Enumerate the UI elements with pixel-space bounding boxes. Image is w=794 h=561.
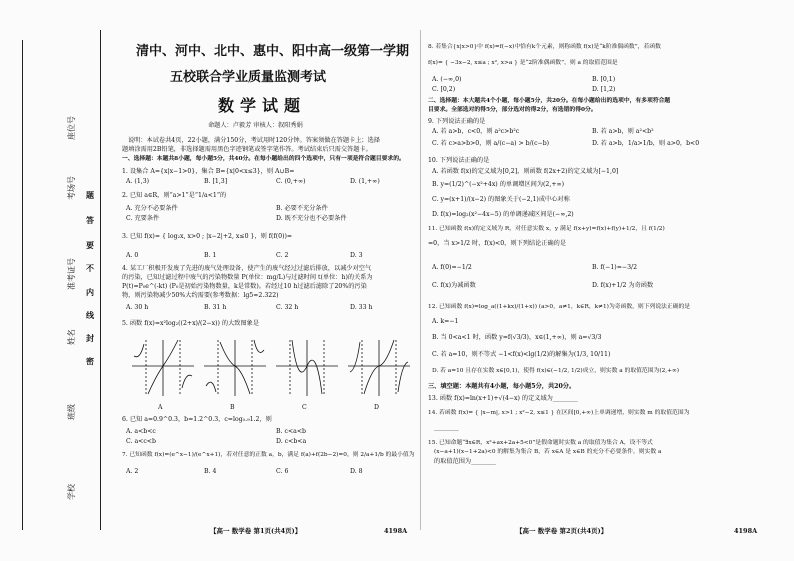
seal-char: 内 — [86, 287, 94, 297]
page-1 — [118, 0, 418, 561]
question-7: 7. 已知函数 f(x)=(e^x−1)/(e^x+1)，若对任意的正数 a，b，满足 f(a)+f(2b−2)=0，则 2/a+1/b 的最小值为 — [122, 452, 415, 458]
option: A. k=−1 — [432, 318, 459, 325]
option: B. y=(1/2)^(−x²+4x) 的单调增区间为(2,+∞) — [432, 181, 565, 188]
page-code: 4198A — [734, 527, 758, 535]
section-heading: 一、选择题：本题共8小题，每小题5分，共40分。在每小题给出的四个选项中，只有一项是符合题目要求的。 — [122, 156, 405, 162]
question-11-line: 11. 已知函数 f(x)的定义域为 R，对任意实数 x，y 满足 f(x+y)=f(x)+f(y)+1/2，且 f(1/2) — [428, 226, 665, 232]
option: D. 既不充分也不必要条件 — [276, 215, 347, 222]
page-2 — [424, 0, 786, 561]
option: D. f(x)+1/2 为奇函数 — [592, 282, 654, 289]
option: D. (1,+∞) — [350, 178, 380, 185]
option: D. 3 — [350, 252, 363, 259]
option: D. f(x)=log₂(x²−4x−5) 的单调递减区间是(−∞,2) — [432, 211, 574, 218]
option: C. f(x)为减函数 — [432, 282, 476, 289]
seal-char: 封 — [86, 333, 94, 343]
option: B. c<a<b — [276, 428, 306, 435]
option: B. 必要不充分条件 — [276, 205, 328, 212]
option: A. (−∞,0) — [432, 76, 462, 83]
option: C. 若 a=10，则不等式 −1<f(x)<lg(1/2)的解集为(1/3, 10/11) — [432, 351, 611, 358]
question-8-line: 8. 若集合{x|x>0}中 f(x)=f(−x)中恰有k个元素，则称函数 f(x)是“k阶准偶函数”，若函数 — [428, 44, 661, 50]
option: B. 1 — [204, 252, 217, 259]
question-14-line: ________ — [434, 424, 459, 431]
question-4-line: 4. 某工厂积极开发废了先进的废气处理设备，使产生的废气经过过滤后排放，以减少对空气 — [122, 265, 372, 272]
question-12: 12. 已知函数 f(x)=log_a((1+kx)/(1+x)) (a>0，a≠1，k∈R，k≠1)为奇函数，则下列说法正确的是 — [428, 304, 691, 310]
question-1: 1. 设集合 A={x|x−1>0}，集合 B={x|0<x≤3}，则 A∪B= — [122, 168, 295, 175]
option: A. 30 h — [126, 304, 149, 311]
seal-char: 答 — [86, 215, 94, 225]
page-footer: 【高一 数学卷 第1页(共4页)】 — [210, 527, 302, 535]
page-footer: 【高一 数学卷 第2页(共4页)】 — [516, 527, 608, 535]
question-4-line: P(t)=P₀e^(-kt) (P₀是初始污染物数量，k是常数)。若经过10 h过滤后滤除了20%的污染 — [122, 283, 367, 290]
option: C. 32 h — [276, 304, 299, 311]
option: C. [0,2) — [432, 86, 456, 93]
option: B. f(−1)=−3/2 — [592, 264, 638, 271]
question-15-line: (x−a+1)(x−1+2a)<0 的解集为集合 B，若 x∈A 是 x∈B 的充分不必要条件，则实数 a — [434, 449, 662, 455]
exam-title-line2: 五校联合学业质量监测考试 — [170, 70, 327, 85]
question-2: 2. 已知 a∈R，则“a>1”是“1/a<1”的 — [122, 192, 227, 199]
question-5-graphs — [128, 336, 418, 402]
section-heading: 目要求。全部选对的得5分，部分选对的得2分，有选错的得0分。 — [428, 107, 597, 113]
option: C. (0,+∞) — [276, 178, 306, 185]
option: A. 若函数 f(x)的定义域为[0,2]，则函数 f(2x+2)的定义域为[−1,0] — [432, 168, 619, 175]
seal-char: 要 — [86, 240, 94, 250]
field-exam-room: 考场号 — [67, 176, 76, 200]
graph-label: B — [230, 404, 235, 411]
section-heading: 二、选择题：本大题共4个小题，每小题5分，共20分。在每小题给出的选项中，有多项符合题 — [428, 98, 671, 104]
question-3: 3. 已知 f(x)= { log₂x, x>0 ; |x−2|+2, x≤0 }，则 f(f(0))= — [122, 233, 293, 240]
page-divider — [420, 30, 421, 530]
option: A. (1,3) — [126, 178, 150, 185]
question-10: 10. 下列说法正确的是 — [428, 157, 490, 164]
seal-char: 题 — [86, 190, 94, 200]
question-5: 5. 函数 f(x)=x²log₂((2+x)/(2−x)) 的大致图象是 — [122, 320, 260, 327]
question-15-line: 15. 已知命题“∃x∈R，x²+ax+2a+5<0”是假命题时实数 a 的取值为集合 A，设不等式 — [428, 440, 653, 446]
option: B. 31 h — [204, 304, 227, 311]
field-school: 学校 — [67, 484, 76, 500]
question-4-line: 的污染，已知过滤过程中废气的污染物数量 P(单位：mg/L)与过滤时间 t(单位：h)的关系为 — [122, 274, 373, 281]
field-class: 班级 — [67, 404, 76, 420]
field-seat-number: 座位号 — [67, 116, 76, 140]
question-6: 6. 已知 a=0.9^0.3，b=1.2^0.3，c=log₀.₉1.2，则 — [122, 416, 272, 423]
option: C. 充要条件 — [126, 215, 160, 222]
option: A. 充分不必要条件 — [126, 205, 178, 212]
question-15-line: 的取值范围为________ — [434, 458, 496, 465]
exam-title-line1: 清中、河中、北中、惠中、阳中高一级第一学期 — [136, 44, 410, 59]
page-code: 4198A — [384, 527, 408, 535]
option: A. 0 — [126, 252, 139, 259]
option: C. 若 c>a>b>0，则 a/(c−a) > b/(c−b) — [432, 140, 550, 147]
binding-line-inner — [100, 30, 101, 530]
section-heading: 三、填空题：本题共有4小题，每小题5分，共20分。 — [428, 383, 576, 390]
option: D. 若 a>b，1/a>1/b，则 a>0，b<0 — [592, 140, 700, 147]
option: C. a<c<b — [126, 438, 156, 445]
field-name: 姓名 — [67, 329, 76, 345]
binding-strip — [0, 0, 118, 561]
option: A. 若 a>b，c<0，则 a²c>b²c — [432, 128, 520, 135]
option: A. f(0)=−1/2 — [432, 264, 472, 271]
option: D. 33 h — [350, 304, 373, 311]
graph-label: D — [374, 404, 379, 411]
option: C. y=(x+1)/(x−2) 的图象关于(−2,1)成中心对称 — [432, 196, 570, 203]
exam-title-subject: 数学试题 — [218, 96, 307, 115]
field-exam-id: 准考证号 — [67, 258, 76, 290]
option: B. [0,1) — [592, 76, 616, 83]
seal-char: 不 — [86, 263, 94, 273]
option: B. 4 — [204, 468, 217, 475]
option: D. 8 — [350, 468, 363, 475]
option: B. 若 a>b，则 a²<b² — [592, 128, 654, 135]
option: B. [1,3] — [204, 178, 228, 185]
option: C. 2 — [276, 252, 289, 259]
option: D. c<b<a — [276, 438, 307, 445]
option: D. [1,2) — [592, 86, 616, 93]
authors-line: 命题人：卢毅芳 审核人：叙阳秀娟 — [208, 122, 303, 129]
question-13: 13. 函数 f(x)=ln(x+1)+√(4−x) 的定义域为________ — [428, 395, 578, 402]
question-8-line: f(x)= { −3x−2, x≤a ; x², x>a } 是“2阶准偶函数”，则 a 的取值范围是 — [428, 60, 618, 66]
question-9: 9. 下列说法正确的是 — [428, 118, 486, 125]
option: A. 2 — [126, 468, 139, 475]
option: B. 当 0<a<1 时，函数 y=f(√3/3)，x∈(1,+∞)，则 a=√3/3 — [432, 334, 602, 341]
intro-line: 题填涂需用2B铅笔，非选择题需用黑色字迹钢笔或签字笔作答。考试结束后只需交答题卡。 — [122, 146, 372, 153]
graph-label: C — [302, 404, 307, 411]
question-14-line: 14. 若函数 f(x)= { |x−m|, x>1 ; x²−2, x≤1 } 在区间[0,+∞)上单调递增，则实数 m 的取值范围为 — [428, 410, 690, 416]
option: D. 若 a=10 且存在实数 x∈[0,1)，使得 f(x)∈(−1/2, 1/2)成立，则实数 a 的取值范围为(2,+∞) — [432, 368, 680, 374]
intro-line: 说明：本试卷共4页，22小题，满分150分，考试用时120分钟。答案须做在答题卡上；选择 — [128, 137, 380, 144]
question-4-line: 物，则污染物减少50%大约需要(参考数据：lg5≈2.322) — [122, 292, 279, 299]
seal-char: 密 — [86, 356, 94, 366]
binding-line-outer — [22, 40, 23, 530]
question-11-line: =0，当 x>1/2 时，f(x)<0，则下列结论正确的是 — [428, 240, 567, 247]
option: C. 6 — [276, 468, 289, 475]
seal-char: 线 — [86, 310, 94, 320]
graph-label: A — [158, 404, 163, 411]
option: A. a<b<c — [126, 428, 156, 435]
